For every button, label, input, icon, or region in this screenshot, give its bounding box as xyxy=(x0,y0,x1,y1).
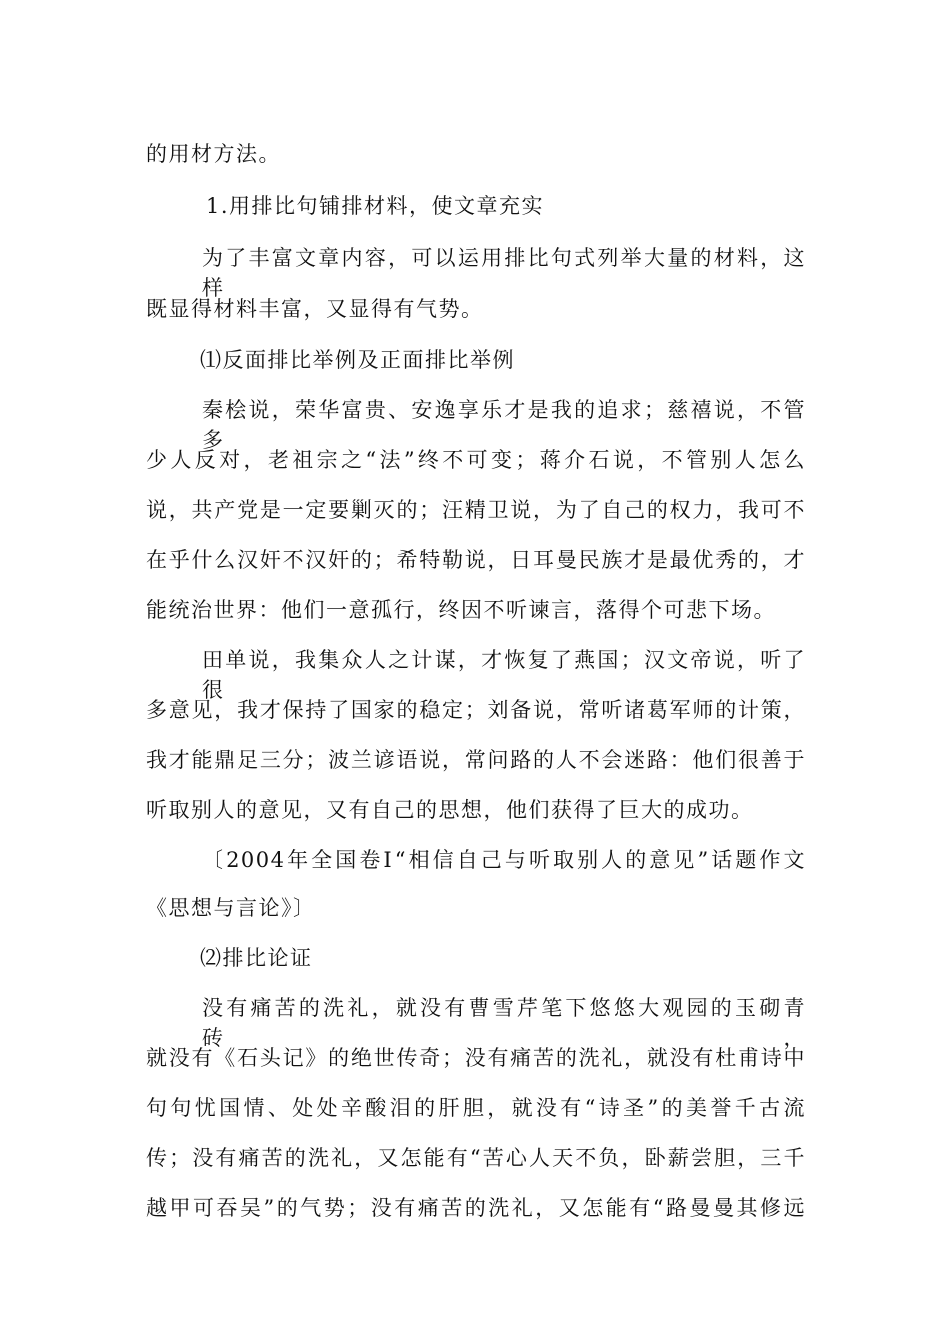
subsection-heading: ⑵排比论证 xyxy=(200,946,313,970)
text-line: 在乎什么汉奸不汉奸的；希特勒说，日耳曼民族才是最优秀的，才 xyxy=(146,548,806,572)
text-line: 田单说，我集众人之计谋，才恢复了燕国；汉文帝说，听了很 xyxy=(202,648,806,702)
text-line: 传；没有痛苦的洗礼，又怎能有“苦心人天不负，卧薪尝胆，三千 xyxy=(146,1146,806,1170)
section-heading: 1.用排比句铺排材料，使文章充实 xyxy=(206,194,545,218)
text-line: 少人反对，老祖宗之“法”终不可变；蒋介石说，不管别人怎么 xyxy=(146,448,806,472)
text-line: 说，共产党是一定要剿灭的；汪精卫说，为了自己的权力，我可不 xyxy=(146,498,806,522)
subsection-heading: ⑴反面排比举例及正面排比举例 xyxy=(200,348,515,372)
text-line: 为了丰富文章内容，可以运用排比句式列举大量的材料，这样 xyxy=(202,246,806,300)
text-line: 的用材方法。 xyxy=(146,142,281,166)
text-line: 句句忧国情、处处辛酸泪的肝胆，就没有“诗圣”的美誉千古流 xyxy=(146,1096,806,1120)
text-line: 多意见，我才保持了国家的稳定；刘备说，常听诸葛军师的计策， xyxy=(146,698,806,722)
text-line: 既显得材料丰富，又显得有气势。 xyxy=(146,297,484,321)
text-line: 能统治世界：他们一意孤行，终因不听谏言，落得个可悲下场。 xyxy=(146,598,776,622)
text-line: 没有痛苦的洗礼，就没有曹雪芹笔下悠悠大观园的玉砌青砖， xyxy=(202,996,806,1050)
text-line: 越甲可吞吴”的气势；没有痛苦的洗礼，又怎能有“路曼曼其修远 xyxy=(146,1196,806,1220)
text-line: 听取别人的意见，又有自己的思想，他们获得了巨大的成功。 xyxy=(146,798,754,822)
text-line: 就没有《石头记》的绝世传奇；没有痛苦的洗礼，就没有杜甫诗中 xyxy=(146,1046,806,1070)
text-line: 秦桧说，荣华富贵、安逸享乐才是我的追求；慈禧说，不管多 xyxy=(202,398,806,452)
source-citation: 《思想与言论》〕 xyxy=(146,896,316,920)
text-line: 我才能鼎足三分；波兰谚语说，常问路的人不会迷路：他们很善于 xyxy=(146,748,806,772)
source-citation: 〔2004年全国卷Ⅰ“相信自己与听取别人的意见”话题作文 xyxy=(202,848,806,872)
